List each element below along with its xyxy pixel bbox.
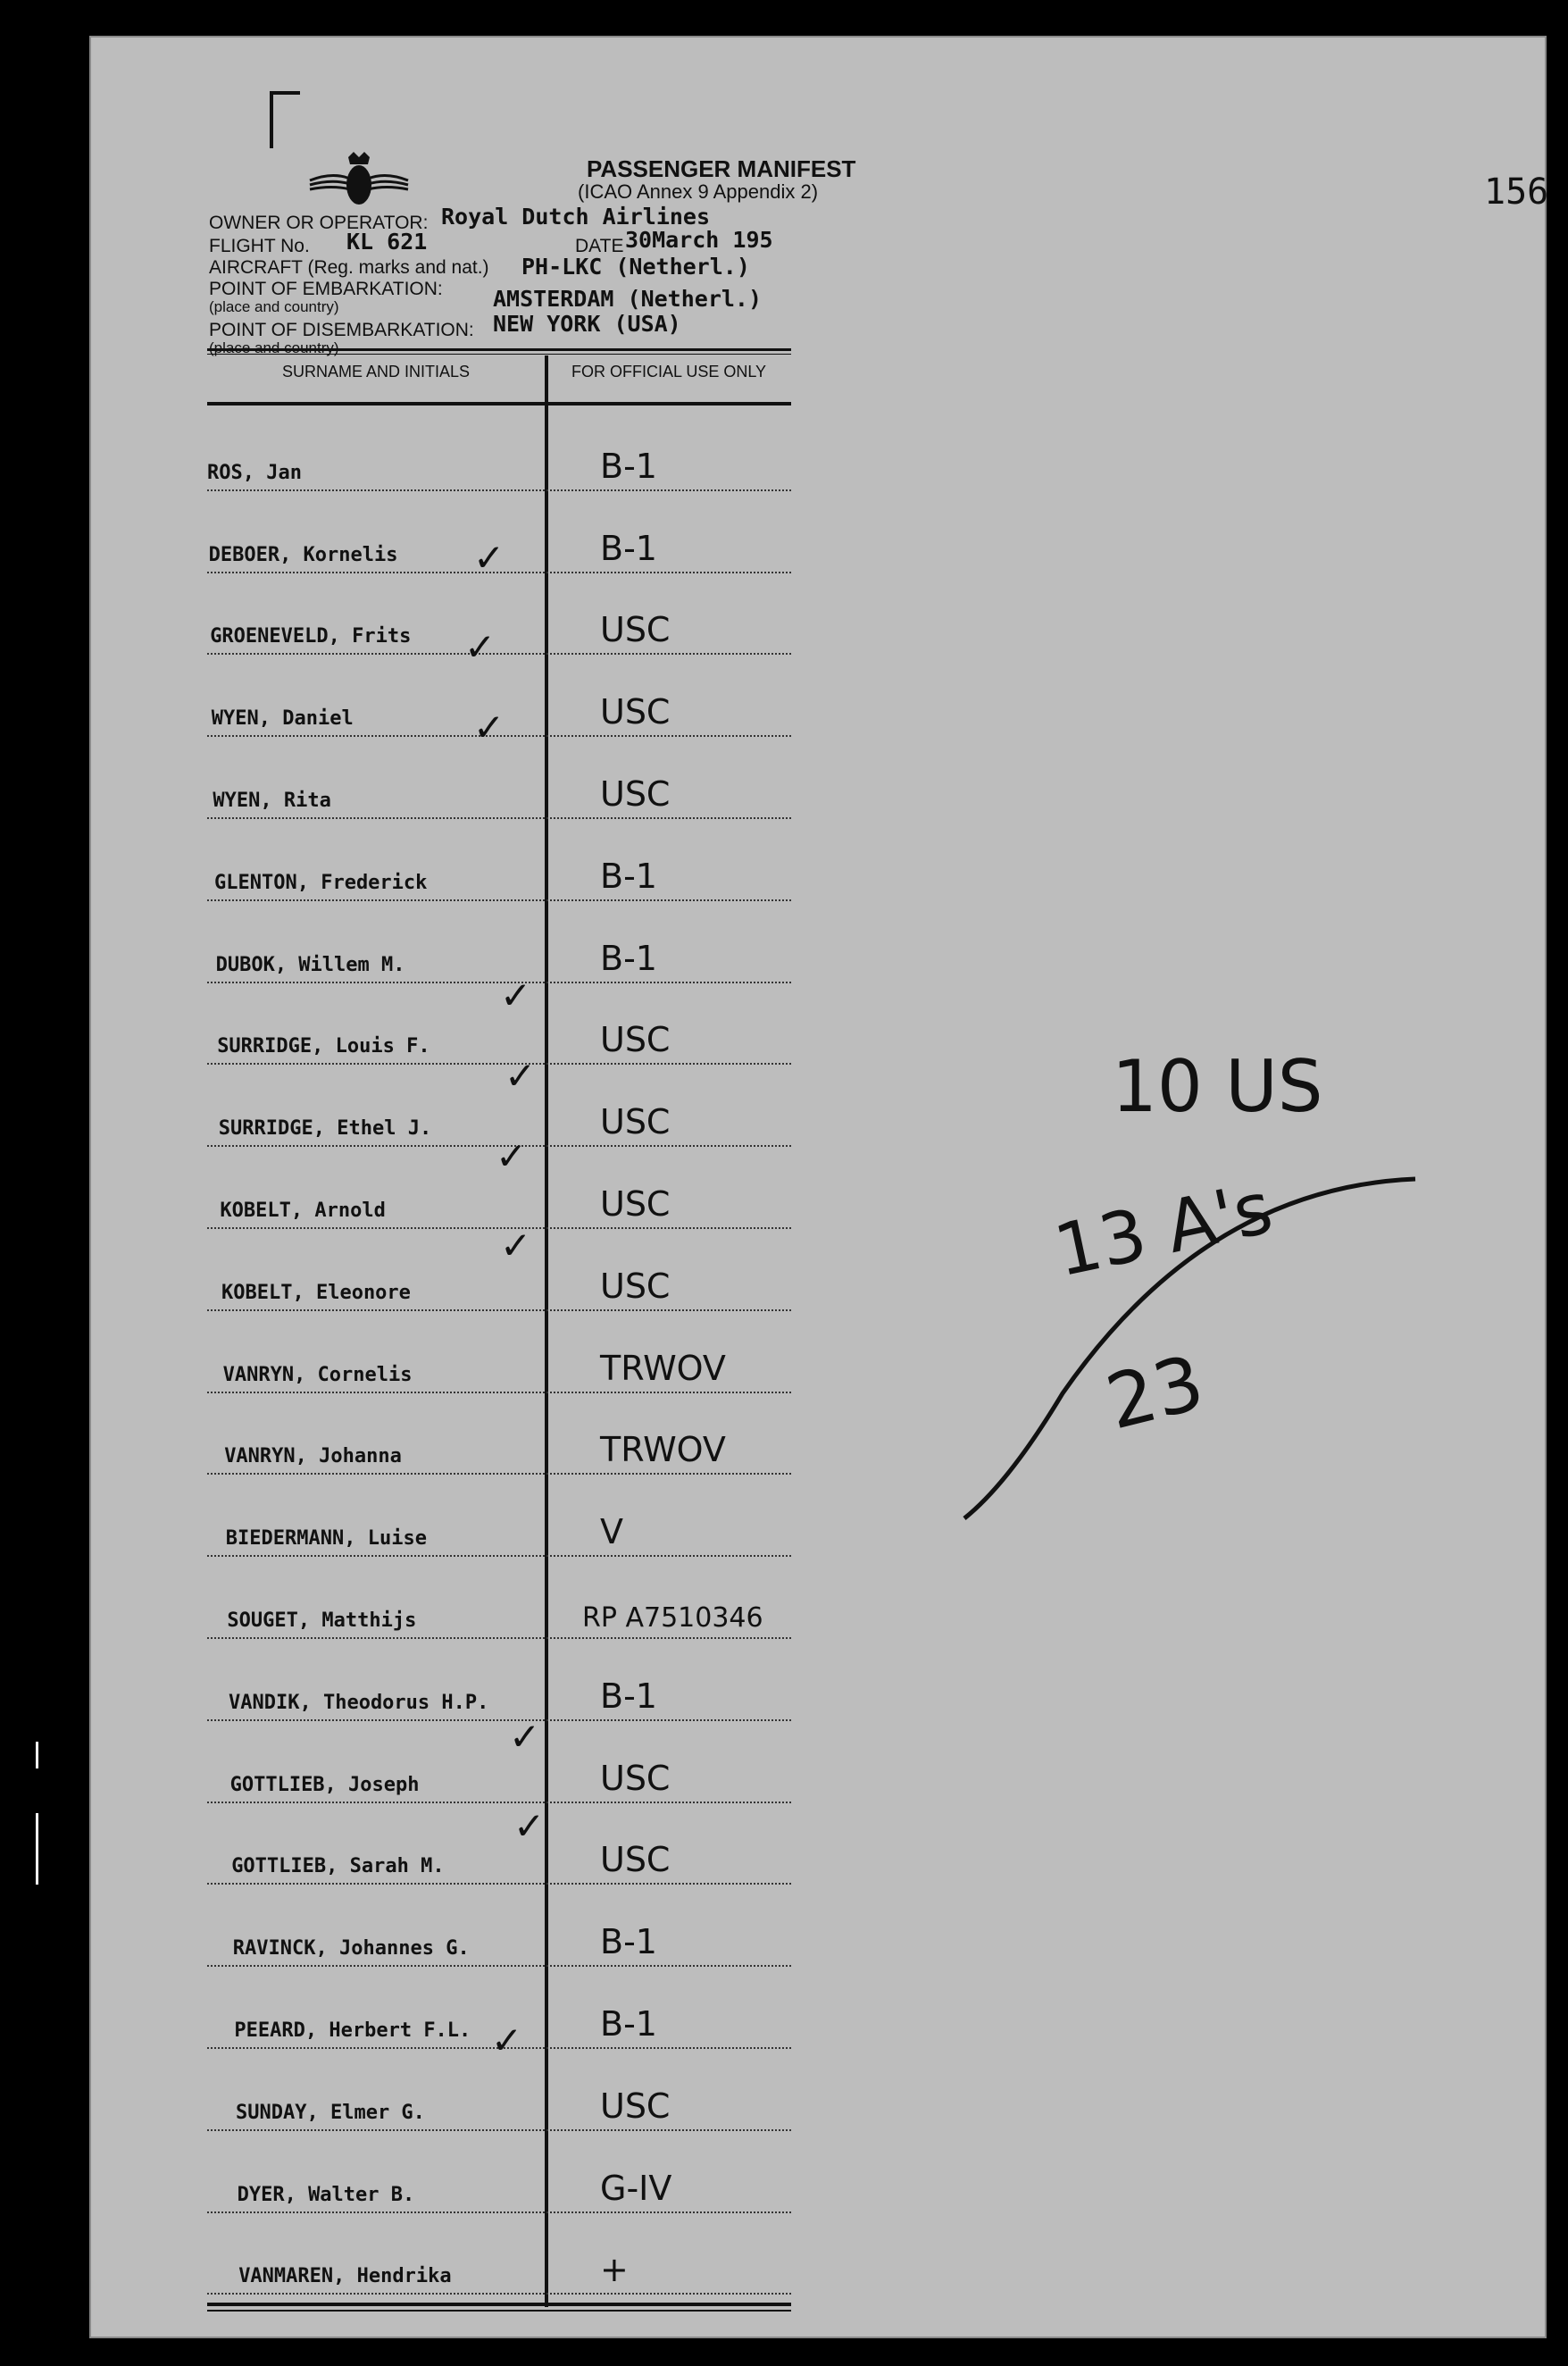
passenger-row xyxy=(207,1229,791,1311)
check-mark-icon: ✓ xyxy=(464,625,496,669)
passenger-row xyxy=(207,1885,791,1967)
passenger-row xyxy=(207,1393,791,1476)
manifest-subtitle: (ICAO Annex 9 Appendix 2) xyxy=(578,180,819,203)
passenger-name: KOBELT, Eleonore xyxy=(221,1281,411,1304)
table-top-rule-thin xyxy=(207,354,791,355)
flight-value: KL 621 xyxy=(346,229,428,255)
check-mark-icon: ✓ xyxy=(496,1134,528,1178)
check-mark-icon: ✓ xyxy=(491,2019,523,2062)
passenger-name: GOTTLIEB, Joseph xyxy=(229,1773,420,1796)
official-use-code: USC xyxy=(600,1102,671,1142)
handwritten-note-us: 10 US xyxy=(1112,1045,1323,1128)
passenger-name: SUNDAY, Elmer G. xyxy=(236,2101,425,2124)
official-use-code: + xyxy=(600,2250,629,2290)
corner-mark xyxy=(270,91,300,148)
check-mark-icon: ✓ xyxy=(500,1224,532,1267)
official-use-code: USC xyxy=(600,773,671,814)
passenger-name: KOBELT, Arnold xyxy=(220,1199,386,1222)
passenger-name: WYEN, Rita xyxy=(213,789,331,812)
passenger-row xyxy=(207,1557,791,1639)
official-use-code: B-1 xyxy=(600,1922,657,1962)
check-mark-icon: ✓ xyxy=(473,706,505,749)
check-mark-icon: ✓ xyxy=(473,536,505,580)
passenger-row xyxy=(207,2131,791,2213)
official-use-code: USC xyxy=(600,1183,671,1224)
passenger-name: VANRYN, Johanna xyxy=(224,1445,402,1468)
table-header-rule xyxy=(207,402,791,405)
passenger-row xyxy=(207,1311,791,1393)
surname-column-header: SURNAME AND INITIALS xyxy=(282,363,471,380)
date-label: DATE xyxy=(575,236,624,256)
passenger-name: SURRIDGE, Louis F. xyxy=(217,1035,430,1058)
passenger-row xyxy=(207,1475,791,1557)
embarkation-sublabel: (place and country) xyxy=(209,298,339,315)
passenger-name: ROS, Jan xyxy=(207,461,302,484)
table-top-rule xyxy=(207,348,791,351)
passenger-row xyxy=(207,2213,791,2295)
aircraft-value: PH-LKC (Netherl.) xyxy=(521,254,750,280)
date-value: 30March 195 xyxy=(625,227,773,253)
official-use-code: TRWOV xyxy=(600,1348,726,1388)
passenger-name: SOUGET, Matthijs xyxy=(227,1609,417,1632)
passenger-name: RAVINCK, Johannes G. xyxy=(232,1937,470,1961)
passenger-row xyxy=(207,1639,791,1721)
passenger-row xyxy=(207,409,791,491)
official-use-code: USC xyxy=(600,610,671,650)
official-use-code: USC xyxy=(600,1266,671,1306)
airline-logo xyxy=(305,145,413,216)
official-use-code: B-1 xyxy=(600,2003,657,2044)
official-use-code: USC xyxy=(600,2086,671,2126)
embarkation-value: AMSTERDAM (Netherl.) xyxy=(493,286,763,312)
dotted-rule xyxy=(207,2293,791,2295)
official-use-code: V xyxy=(600,1512,623,1552)
official-use-code: USC xyxy=(600,1020,671,1060)
official-use-code: B-1 xyxy=(600,1676,657,1716)
embarkation-label: POINT OF EMBARKATION: xyxy=(209,279,443,299)
check-mark-icon: ✓ xyxy=(513,1804,546,1848)
aircraft-label: AIRCRAFT (Reg. marks and nat.) xyxy=(209,257,489,278)
manifest-title: PASSENGER MANIFEST xyxy=(587,155,856,182)
passenger-row xyxy=(207,573,791,656)
passenger-name: VANDIK, Theodorus H.P. xyxy=(229,1691,489,1714)
official-use-code: B-1 xyxy=(600,856,657,896)
passenger-name: SURRIDGE, Ethel J. xyxy=(218,1117,432,1141)
check-mark-icon: ✓ xyxy=(505,1054,537,1098)
check-mark-icon: ✓ xyxy=(500,974,532,1017)
passenger-name: GOTTLIEB, Sarah M. xyxy=(231,1855,445,1878)
table-bottom-rule-thin xyxy=(207,2310,791,2312)
passenger-name: DUBOK, Willem M. xyxy=(215,953,405,976)
official-use-code: B-1 xyxy=(600,528,657,568)
passenger-row xyxy=(207,819,791,901)
page-number: 156 xyxy=(1484,171,1549,213)
table-bottom-rule xyxy=(207,2303,791,2306)
official-use-code: TRWOV xyxy=(600,1430,726,1470)
disembarkation-label: POINT OF DISEMBARKATION: xyxy=(209,320,474,340)
edge-mark xyxy=(36,1813,38,1885)
official-use-code: USC xyxy=(600,692,671,732)
owner-value: Royal Dutch Airlines xyxy=(441,204,711,230)
owner-label: OWNER OR OPERATOR: xyxy=(209,213,429,233)
official-use-code: USC xyxy=(600,1758,671,1798)
official-use-code: B-1 xyxy=(600,938,657,978)
passenger-name: GROENEVELD, Frits xyxy=(210,625,412,648)
flight-label: FLIGHT No. xyxy=(209,236,310,256)
passenger-name: WYEN, Daniel xyxy=(211,707,354,731)
passenger-row xyxy=(207,1803,791,1885)
passenger-name: DEBOER, Kornelis xyxy=(208,543,398,566)
passenger-name: GLENTON, Frederick xyxy=(214,871,428,894)
passenger-name: VANMAREN, Hendrika xyxy=(238,2265,452,2288)
passenger-row xyxy=(207,983,791,1066)
passenger-row xyxy=(207,1721,791,1803)
passenger-name: PEEARD, Herbert F.L. xyxy=(234,2019,471,2042)
edge-mark xyxy=(36,1742,38,1768)
handwritten-note-total: 23 xyxy=(1097,1338,1213,1447)
handwritten-note-as: 13 A's xyxy=(1047,1166,1280,1293)
handwritten-underline-stroke xyxy=(938,1161,1420,1536)
disembarkation-value: NEW YORK (USA) xyxy=(493,311,681,337)
passenger-name: VANRYN, Cornelis xyxy=(222,1363,413,1386)
official-use-code: RP A7510346 xyxy=(582,1601,763,1634)
check-mark-icon: ✓ xyxy=(509,1715,541,1759)
passenger-name: DYER, Walter B. xyxy=(237,2183,415,2206)
official-use-code: G-IV xyxy=(600,2168,672,2208)
official-use-code: USC xyxy=(600,1840,671,1880)
passenger-name: BIEDERMANN, Luise xyxy=(225,1527,427,1551)
official-use-code: B-1 xyxy=(600,446,657,486)
passenger-row xyxy=(207,901,791,983)
official-use-column-header: FOR OFFICIAL USE ONLY xyxy=(571,363,767,380)
